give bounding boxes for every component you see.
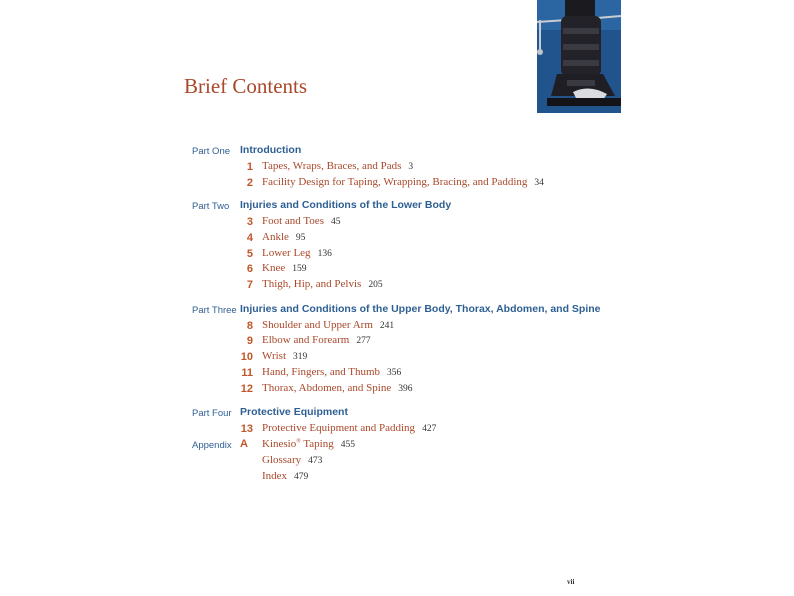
toc-entry[interactable] xyxy=(262,215,340,227)
chapter-title: Foot and Toes xyxy=(262,215,324,227)
page-number: 205 xyxy=(368,280,383,290)
chapter-number: 5 xyxy=(246,248,253,260)
chapter-number: 12 xyxy=(240,383,253,395)
appendix-label: Appendix xyxy=(192,440,232,451)
chapter-title: Hand, Fingers, and Thumb xyxy=(262,366,381,378)
page-number: 45 xyxy=(330,217,341,227)
part-label: Part Two xyxy=(192,201,230,212)
chapter-number: 4 xyxy=(246,232,253,244)
part-title: Injuries and Conditions of the Upper Body, Thorax, Abdomen, and Spine xyxy=(240,303,601,315)
chapter-title: Ankle xyxy=(262,231,289,243)
toc-entry[interactable] xyxy=(262,350,307,362)
toc-entry[interactable] xyxy=(262,231,305,243)
chapter-title: Kinesio xyxy=(262,438,297,450)
chapter-title: Shoulder and Upper Arm xyxy=(262,319,373,331)
chapter-title: Tapes, Wraps, Braces, and Pads xyxy=(262,160,402,172)
toc-entry[interactable] xyxy=(262,160,413,172)
part-title: Injuries and Conditions of the Lower Body xyxy=(240,199,452,211)
page-folio: vii xyxy=(567,578,575,586)
part-label: Part Three xyxy=(192,305,237,316)
toc-entry[interactable] xyxy=(262,470,308,482)
chapter-number: 8 xyxy=(246,320,253,332)
page-title: Brief Contents xyxy=(184,74,308,98)
chapter-title: Knee xyxy=(262,262,286,274)
appendix-letter: A xyxy=(240,438,248,450)
chapter-title: Thorax, Abdomen, and Spine xyxy=(262,382,392,394)
page-number: 455 xyxy=(340,440,355,450)
toc-entry[interactable] xyxy=(262,382,412,394)
page-number: 159 xyxy=(292,264,307,274)
part-label: Part Four xyxy=(192,408,232,419)
page-number: 95 xyxy=(295,233,306,243)
chapter-number: 7 xyxy=(246,279,253,291)
part-title: Protective Equipment xyxy=(240,406,348,418)
chapter-title: Glossary xyxy=(262,454,302,466)
page-number: 3 xyxy=(408,162,414,172)
chapter-title: Thigh, Hip, and Pelvis xyxy=(262,278,362,290)
chapter-number: 10 xyxy=(240,351,253,363)
toc-entry[interactable] xyxy=(262,319,394,331)
toc-entry[interactable] xyxy=(262,366,401,378)
toc-entry[interactable] xyxy=(262,422,436,434)
chapter-number: 1 xyxy=(246,161,253,173)
registered-mark: ® xyxy=(296,438,301,445)
chapter-title: Lower Leg xyxy=(262,247,311,259)
toc-entry[interactable] xyxy=(262,438,355,450)
chapter-number: 13 xyxy=(240,423,253,435)
page-number: 241 xyxy=(379,321,395,331)
page-number: 479 xyxy=(294,472,309,482)
toc-entry[interactable] xyxy=(262,334,371,346)
toc-entry[interactable] xyxy=(262,278,383,290)
toc-entry[interactable] xyxy=(262,176,544,188)
toc-entry[interactable] xyxy=(262,454,322,466)
page-number: 396 xyxy=(398,384,413,394)
page-number: 319 xyxy=(293,352,308,362)
chapter-number: 2 xyxy=(246,177,253,189)
page-number: 473 xyxy=(308,456,323,466)
part-label: Part One xyxy=(192,146,231,157)
chapter-number: 6 xyxy=(246,263,253,275)
chapter-title: Protective Equipment and Padding xyxy=(262,422,416,434)
chapter-number: 11 xyxy=(241,367,253,379)
toc-entry[interactable] xyxy=(262,247,332,259)
chapter-title: Index xyxy=(262,470,288,482)
page-number: 356 xyxy=(387,368,402,378)
page-number: 427 xyxy=(422,424,437,434)
part-title: Introduction xyxy=(240,144,302,156)
chapter-title: Facility Design for Taping, Wrapping, Bracing, and Padding xyxy=(262,176,528,188)
page-number: 136 xyxy=(317,249,332,259)
toc-entry[interactable] xyxy=(262,262,306,274)
chapter-number: 9 xyxy=(246,335,253,347)
chapter-title-rest: Taping xyxy=(300,438,334,450)
chapter-title: Elbow and Forearm xyxy=(262,334,350,346)
page-number: 277 xyxy=(356,336,371,346)
chapter-title: Wrist xyxy=(262,350,286,362)
chapter-number: 3 xyxy=(246,216,253,228)
page-number: 34 xyxy=(534,178,544,188)
